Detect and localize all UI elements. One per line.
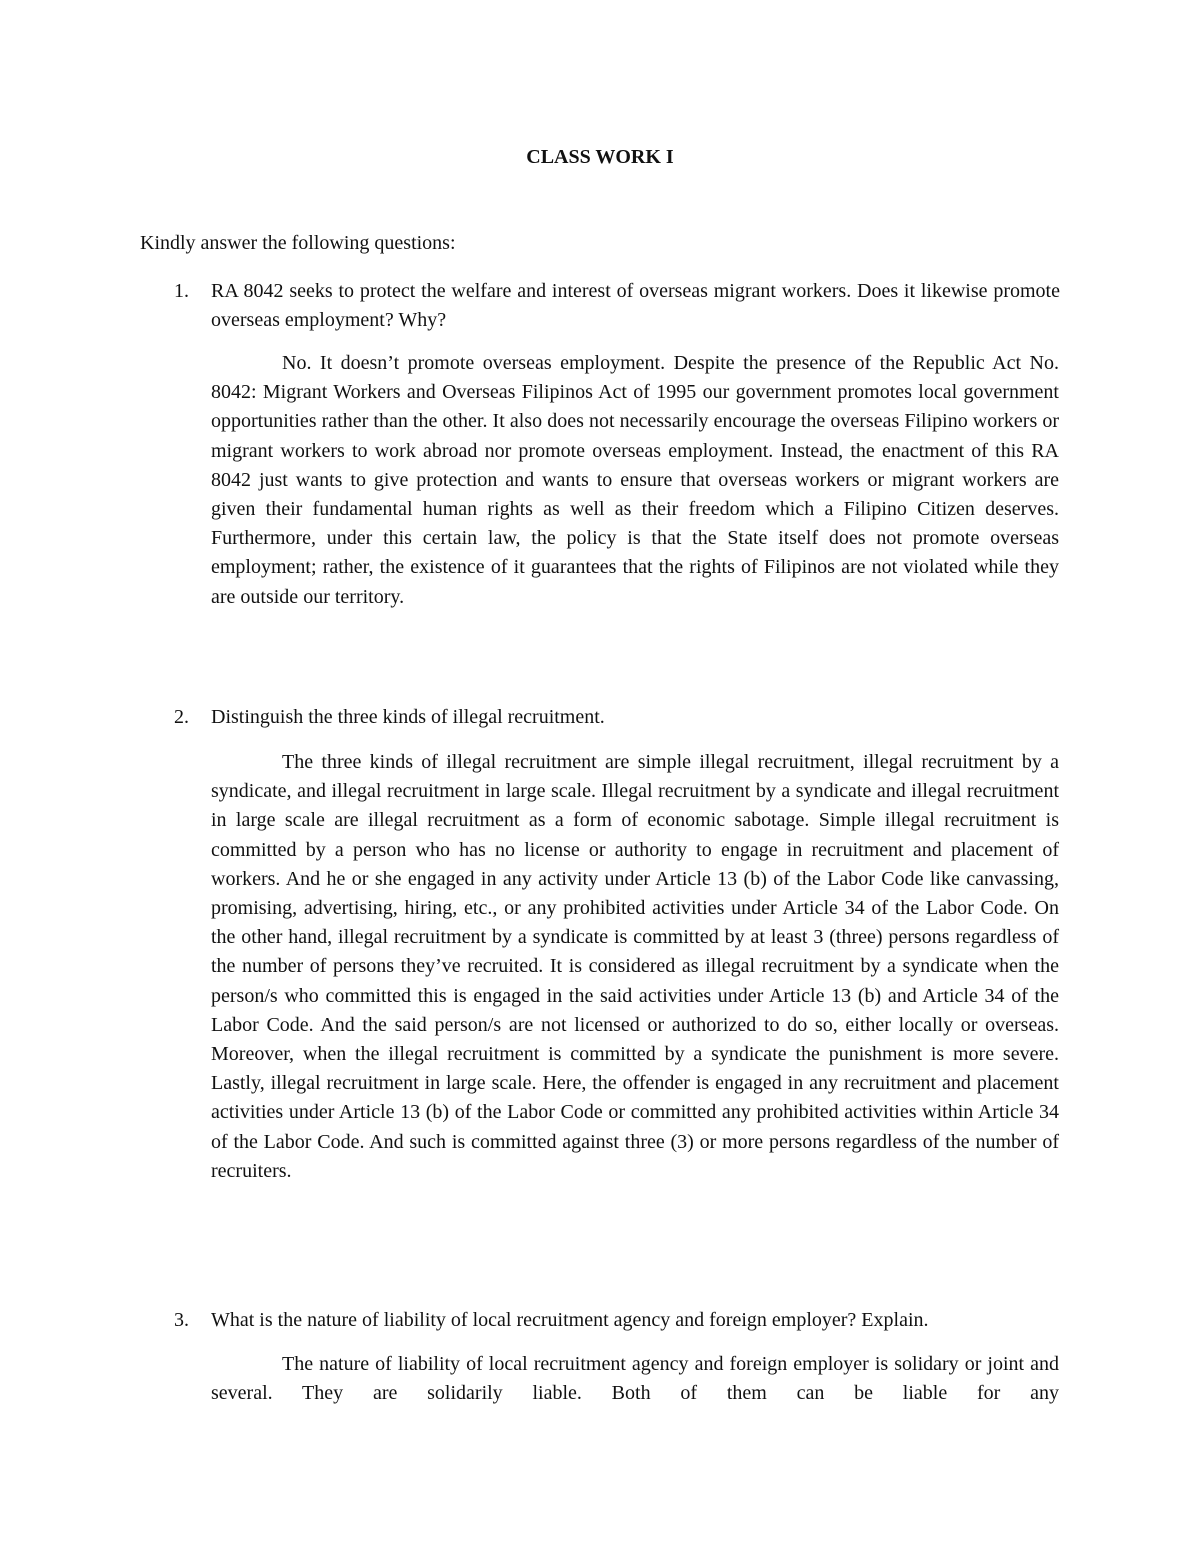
answer-3: The nature of liability of local recruitment agency and foreign employer is solidary or joint and several. They are solidarily liable. Both of them can be liable for any [211,1353,1059,1405]
question-text: RA 8042 seeks to protect the welfare and interest of overseas migrant workers. Does it likewise promote overseas employment? Why? [211,280,1060,331]
answer-1: No. It doesn’t promote overseas employment. Despite the presence of the Republic Act No. 8042: Migrant Workers and Overseas Filipinos Act of 1995 our government promotes local government opportunities rather than the other. It also does not necessarily encourage the overseas Filipino workers or migrant workers to work abroad nor promote overseas employment. Instead, the enactment of this RA 8042 just wants to give protection and wants to ensure that overseas workers or migrant workers are given their fundamental human rights as well as their freedom which a Filipino Citizen deserves. Furthermore, under this certain law, the policy is that the State itself does not promote overseas employment; rather, the existence of it guarantees that the rights of Filipinos are not violated while they are outside our territory. [211,352,1059,608]
instructions-text: Kindly answer the following questions: [140,232,456,254]
question-text: What is the nature of liability of local recruitment agency and foreign employer? Explain. [211,1309,929,1331]
question-number: 3. [174,1309,189,1331]
document-title: CLASS WORK I [526,146,674,168]
question-3 [140,1306,1060,1335]
question-number: 1. [174,280,189,302]
question-text: Distinguish the three kinds of illegal recruitment. [211,706,605,728]
question-number: 2. [174,706,189,728]
question-1 [140,277,1060,335]
question-2 [140,703,1060,732]
answer-2: The three kinds of illegal recruitment are simple illegal recruitment, illegal recruitment by a syndicate, and illegal recruitment in large scale. Illegal recruitment by a syndicate and illegal recruitment in large scale are illegal recruitment as a form of economic sabotage. Simple illegal recruitment is committed by a person who has no license or authority to engage in recruitment and placement of workers. And he or she engaged in any activity under Article 13 (b) of the Labor Code like canvassing, promising, advertising, hiring, etc., or any prohibited activities under Article 34 of the Labor Code. On the other hand, illegal recruitment by a syndicate is committed by at least 3 (three) persons regardless of the number of persons they’ve recruited. It is considered as illegal recruitment by a syndicate when the person/s who committed this is engaged in the said activities under Article 13 (b) and Article 34 of the Labor Code. And the said person/s are not licensed or authorized to do so, either locally or overseas. Moreover, when the illegal recruitment is committed by a syndicate the punishment is more severe. Lastly, illegal recruitment in large scale. Here, the offender is engaged in any recruitment and placement activities under Article 13 (b) of the Labor Code or committed any prohibited activities within Article 34 of the Labor Code. And such is committed against three (3) or more persons regardless of the number of recruiters. [211,751,1059,1182]
